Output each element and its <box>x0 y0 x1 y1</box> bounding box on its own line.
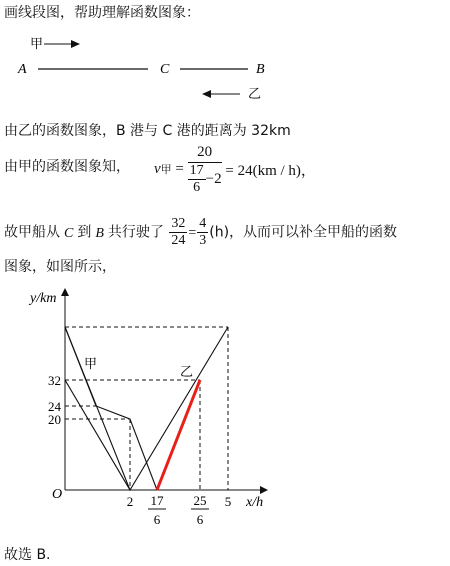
x-tick-5: 5 <box>224 494 232 509</box>
y-tick-24: 24 <box>48 399 61 414</box>
time-fraction-1: $\frac{32}{24}$ <box>171 216 186 248</box>
series-label-yi: 乙 <box>180 364 194 379</box>
speed-fraction: 20 $\frac{17}{6}$ −2 <box>189 144 222 195</box>
segment-diagram <box>0 32 300 104</box>
y-axis-arrow-icon <box>61 288 69 296</box>
seg-point-B: B <box>256 62 265 77</box>
y-tick-32: 32 <box>48 373 61 388</box>
speed-intro-text: 由甲的函数图象知， <box>4 159 130 175</box>
x-axis-arrow-icon <box>260 486 268 494</box>
function-graph <box>0 284 300 534</box>
seg-point-C: C <box>160 62 170 77</box>
seg-label-yi: 乙 <box>248 86 262 101</box>
x-tick-17-6-den: 6 <box>153 512 161 527</box>
origin-label: O <box>52 487 63 502</box>
guide-lines <box>65 327 228 490</box>
seg-label-jia: 甲 <box>30 36 44 51</box>
series-label-jia: 甲 <box>84 356 98 371</box>
series-jia <box>65 327 157 490</box>
y-tick-20: 20 <box>48 412 61 427</box>
graph-intro-text: 图象，如图所示， <box>4 259 116 275</box>
x-axis-label: x/h <box>246 495 264 510</box>
series-lines <box>65 327 228 490</box>
time-fraction-2: $\frac{4}{3}$ <box>199 216 207 248</box>
series-jia-segment <box>65 380 130 490</box>
speed-result: = 24(km / h)， <box>225 162 316 179</box>
x-tick-17-6-num: 17 <box>150 493 164 508</box>
distance-text: 由乙的函数图象，B 港与 C 港的距离为 32km <box>4 123 291 139</box>
series-yi <box>65 327 228 490</box>
seg-point-A: A <box>18 62 27 77</box>
y-axis-label: y/km <box>30 291 57 306</box>
x-tick-2: 2 <box>126 494 134 509</box>
x-tick-25-6-den: 6 <box>196 512 204 527</box>
answer-text: 故选 B. <box>4 547 51 563</box>
intro-text: 画线段图，帮助理解函数图象： <box>4 5 200 21</box>
speed-formula: v甲 = 20 $\frac{17}{6}$ −2 = 24(km / h)， <box>154 144 316 195</box>
v-subscript: 甲 <box>160 162 172 176</box>
v-symbol: v <box>154 160 161 177</box>
x-tick-25-6-num: 25 <box>193 493 207 508</box>
travel-time-text: 故甲船从 C 到 B 共行驶了 $\frac{32}{24}$ = $\frac{4}{3}$ (h)，从而可以补全甲船的函数 <box>4 216 398 248</box>
